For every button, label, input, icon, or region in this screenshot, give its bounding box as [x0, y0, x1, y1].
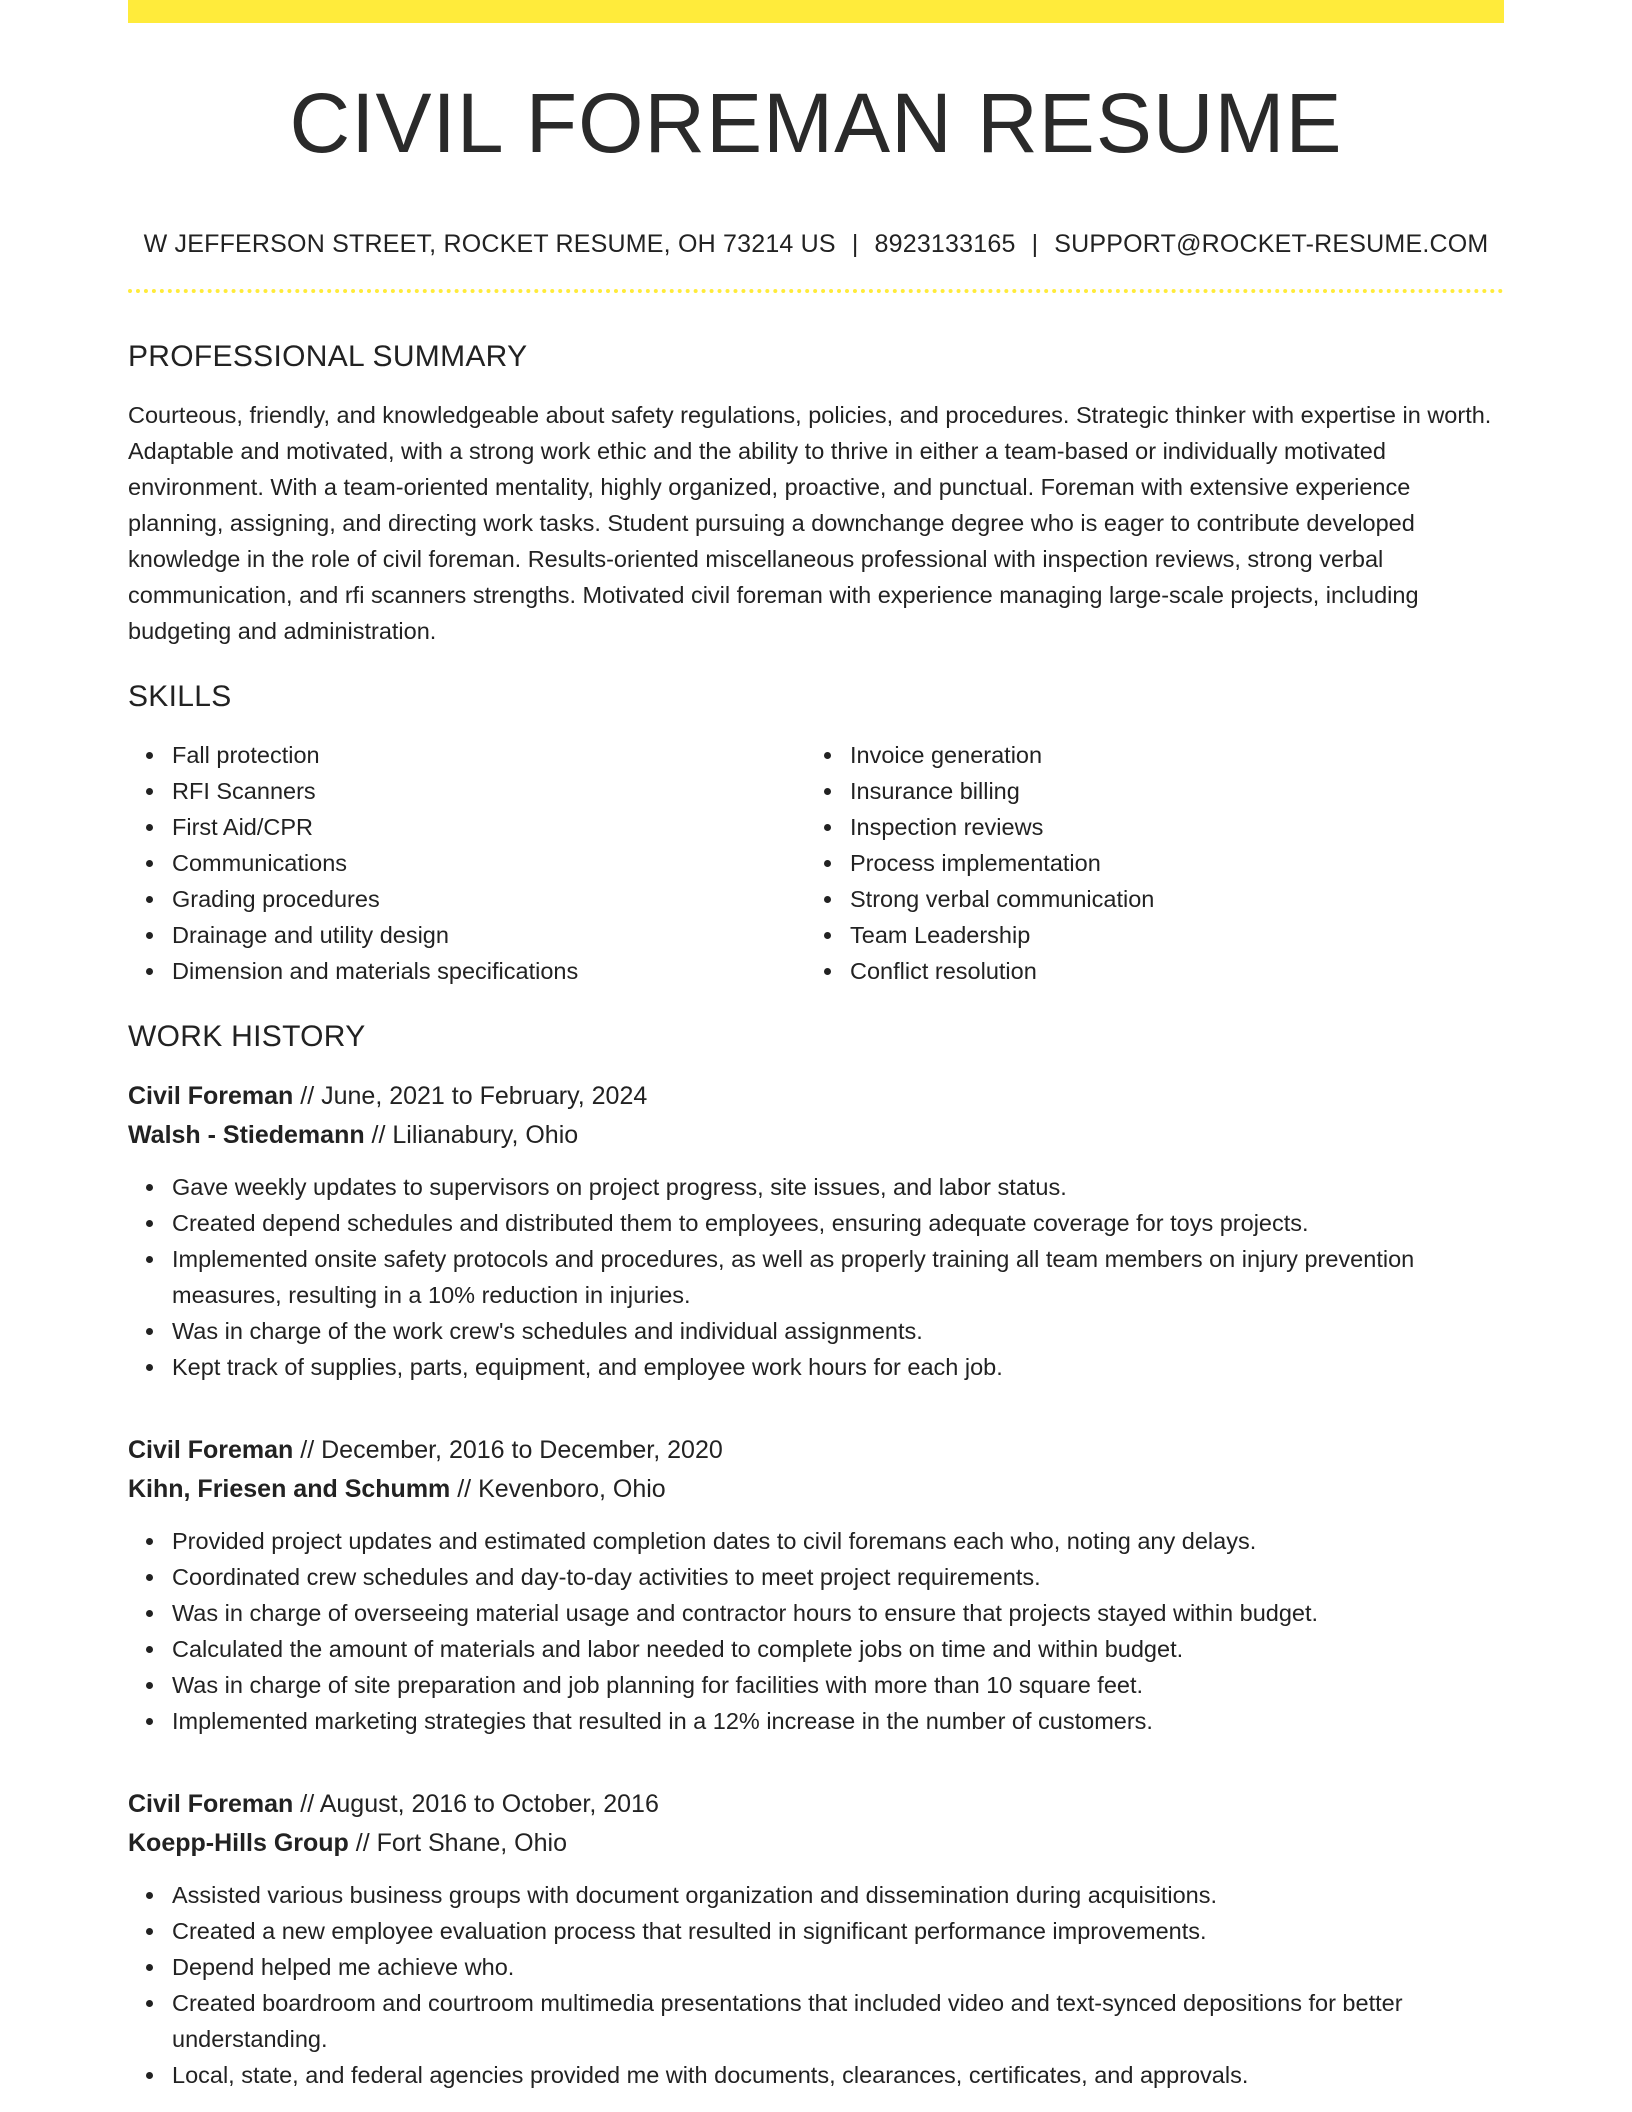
job-entry [128, 1785, 1504, 2093]
job-bullet: Was in charge of the work crew's schedules and individual assignments. [172, 1313, 1504, 1349]
skill-item: Dimension and materials specifications [172, 953, 806, 989]
job-title-line [128, 1077, 1504, 1116]
dotted-divider [128, 289, 1504, 293]
job-bullet: Provided project updates and estimated completion dates to civil foremans each who, noting any delays. [172, 1523, 1504, 1559]
job-location: // Lilianabury, Ohio [364, 1121, 579, 1149]
job-bullet: Implemented marketing strategies that resulted in a 12% increase in the number of customers. [172, 1703, 1504, 1739]
job-title: Civil Foreman [128, 1790, 294, 1818]
job-bullet: Coordinated crew schedules and day-to-day activities to meet project requirements. [172, 1559, 1504, 1595]
job-bullet: Was in charge of overseeing material usage and contractor hours to ensure that projects stayed within budget. [172, 1595, 1504, 1631]
job-bullet: Was in charge of site preparation and job planning for facilities with more than 10 square feet. [172, 1667, 1504, 1703]
contact-address: W JEFFERSON STREET, ROCKET RESUME, OH 73214 US [143, 230, 836, 258]
job-company: Kihn, Friesen and Schumm [128, 1475, 451, 1503]
job-title-line [128, 1785, 1504, 1824]
skill-item: Process implementation [850, 845, 1484, 881]
skills-grid [128, 737, 1504, 989]
job-bullet: Kept track of supplies, parts, equipment, and employee work hours for each job. [172, 1349, 1504, 1385]
job-dates: // December, 2016 to December, 2020 [293, 1436, 723, 1464]
job-bullet: Assisted various business groups with document organization and dissemination during acquisitions. [172, 1877, 1504, 1913]
skill-item: Grading procedures [172, 881, 806, 917]
job-bullet: Created depend schedules and distributed them to employees, ensuring adequate coverage for toys projects. [172, 1205, 1504, 1241]
job-title-line [128, 1431, 1504, 1470]
skills-heading: SKILLS [128, 680, 232, 713]
summary-text: Courteous, friendly, and knowledgeable about safety regulations, policies, and procedures. Strategic thinker with expertise in worth. Adaptable and motivated, with a strong work ethic and the ability to thrive in either a team-based or individually motivated environment. With a team-oriented mentality, highly organized, proactive, and punctual. Foreman with extensive experience planning, assigning, and directing work tasks. Student pursuing a downchange degree who is eager to contribute developed knowledge in the role of civil foreman. Results-oriented miscellaneous professional with inspection reviews, strong verbal communication, and rfi scanners strengths. Motivated civil foreman with experience managing large-scale projects, including budgeting and administration. [128, 402, 1492, 644]
job-title: Civil Foreman [128, 1082, 294, 1110]
resume-page [128, 0, 1504, 2093]
skill-item: Team Leadership [850, 917, 1484, 953]
skill-item: Inspection reviews [850, 809, 1484, 845]
contact-phone: 8923133165 [874, 230, 1016, 258]
job-bullet: Created a new employee evaluation process that resulted in significant performance improvements. [172, 1913, 1504, 1949]
job-bullet: Calculated the amount of materials and labor needed to complete jobs on time and within budget. [172, 1631, 1504, 1667]
accent-top-bar [128, 0, 1504, 23]
job-bullet: Implemented onsite safety protocols and procedures, as well as properly training all team members on injury prevention measures, resulting in a 10% reduction in injuries. [172, 1241, 1504, 1313]
job-company-line [128, 1824, 1504, 1863]
job-bullets [128, 1523, 1504, 1739]
job-bullet: Gave weekly updates to supervisors on project progress, site issues, and labor status. [172, 1169, 1504, 1205]
skills-column-right [806, 737, 1484, 989]
skill-item: Insurance billing [850, 773, 1484, 809]
skill-item: Invoice generation [850, 737, 1484, 773]
skill-item: First Aid/CPR [172, 809, 806, 845]
job-location: // Fort Shane, Ohio [348, 1829, 567, 1857]
skills-column-left [128, 737, 806, 989]
job-title: Civil Foreman [128, 1436, 294, 1464]
job-company: Walsh - Stiedemann [128, 1121, 365, 1149]
contact-separator: | [851, 230, 859, 258]
resume-title: CIVIL FOREMAN RESUME [289, 76, 1343, 170]
job-entry [128, 1431, 1504, 1739]
job-bullet: Depend helped me achieve who. [172, 1949, 1504, 1985]
contact-email: SUPPORT@ROCKET-RESUME.COM [1054, 230, 1489, 258]
job-location: // Kevenboro, Ohio [450, 1475, 666, 1503]
job-bullets [128, 1169, 1504, 1385]
job-dates: // June, 2021 to February, 2024 [293, 1082, 648, 1110]
skill-item: Drainage and utility design [172, 917, 806, 953]
job-bullets [128, 1877, 1504, 2093]
skill-item: Strong verbal communication [850, 881, 1484, 917]
work-history-heading: WORK HISTORY [128, 1020, 366, 1053]
contact-line [128, 229, 1504, 259]
skill-item: Conflict resolution [850, 953, 1484, 989]
job-bullet: Local, state, and federal agencies provided me with documents, clearances, certificates, and approvals. [172, 2057, 1504, 2093]
contact-separator: | [1031, 230, 1039, 258]
job-company: Koepp-Hills Group [128, 1829, 349, 1857]
job-bullet: Created boardroom and courtroom multimedia presentations that included video and text-synced depositions for better understanding. [172, 1985, 1504, 2057]
skill-item: RFI Scanners [172, 773, 806, 809]
skill-item: Communications [172, 845, 806, 881]
job-company-line [128, 1116, 1504, 1155]
job-company-line [128, 1470, 1504, 1509]
summary-heading: PROFESSIONAL SUMMARY [128, 340, 528, 373]
job-entry [128, 1077, 1504, 1385]
skill-item: Fall protection [172, 737, 806, 773]
job-dates: // August, 2016 to October, 2016 [293, 1790, 659, 1818]
